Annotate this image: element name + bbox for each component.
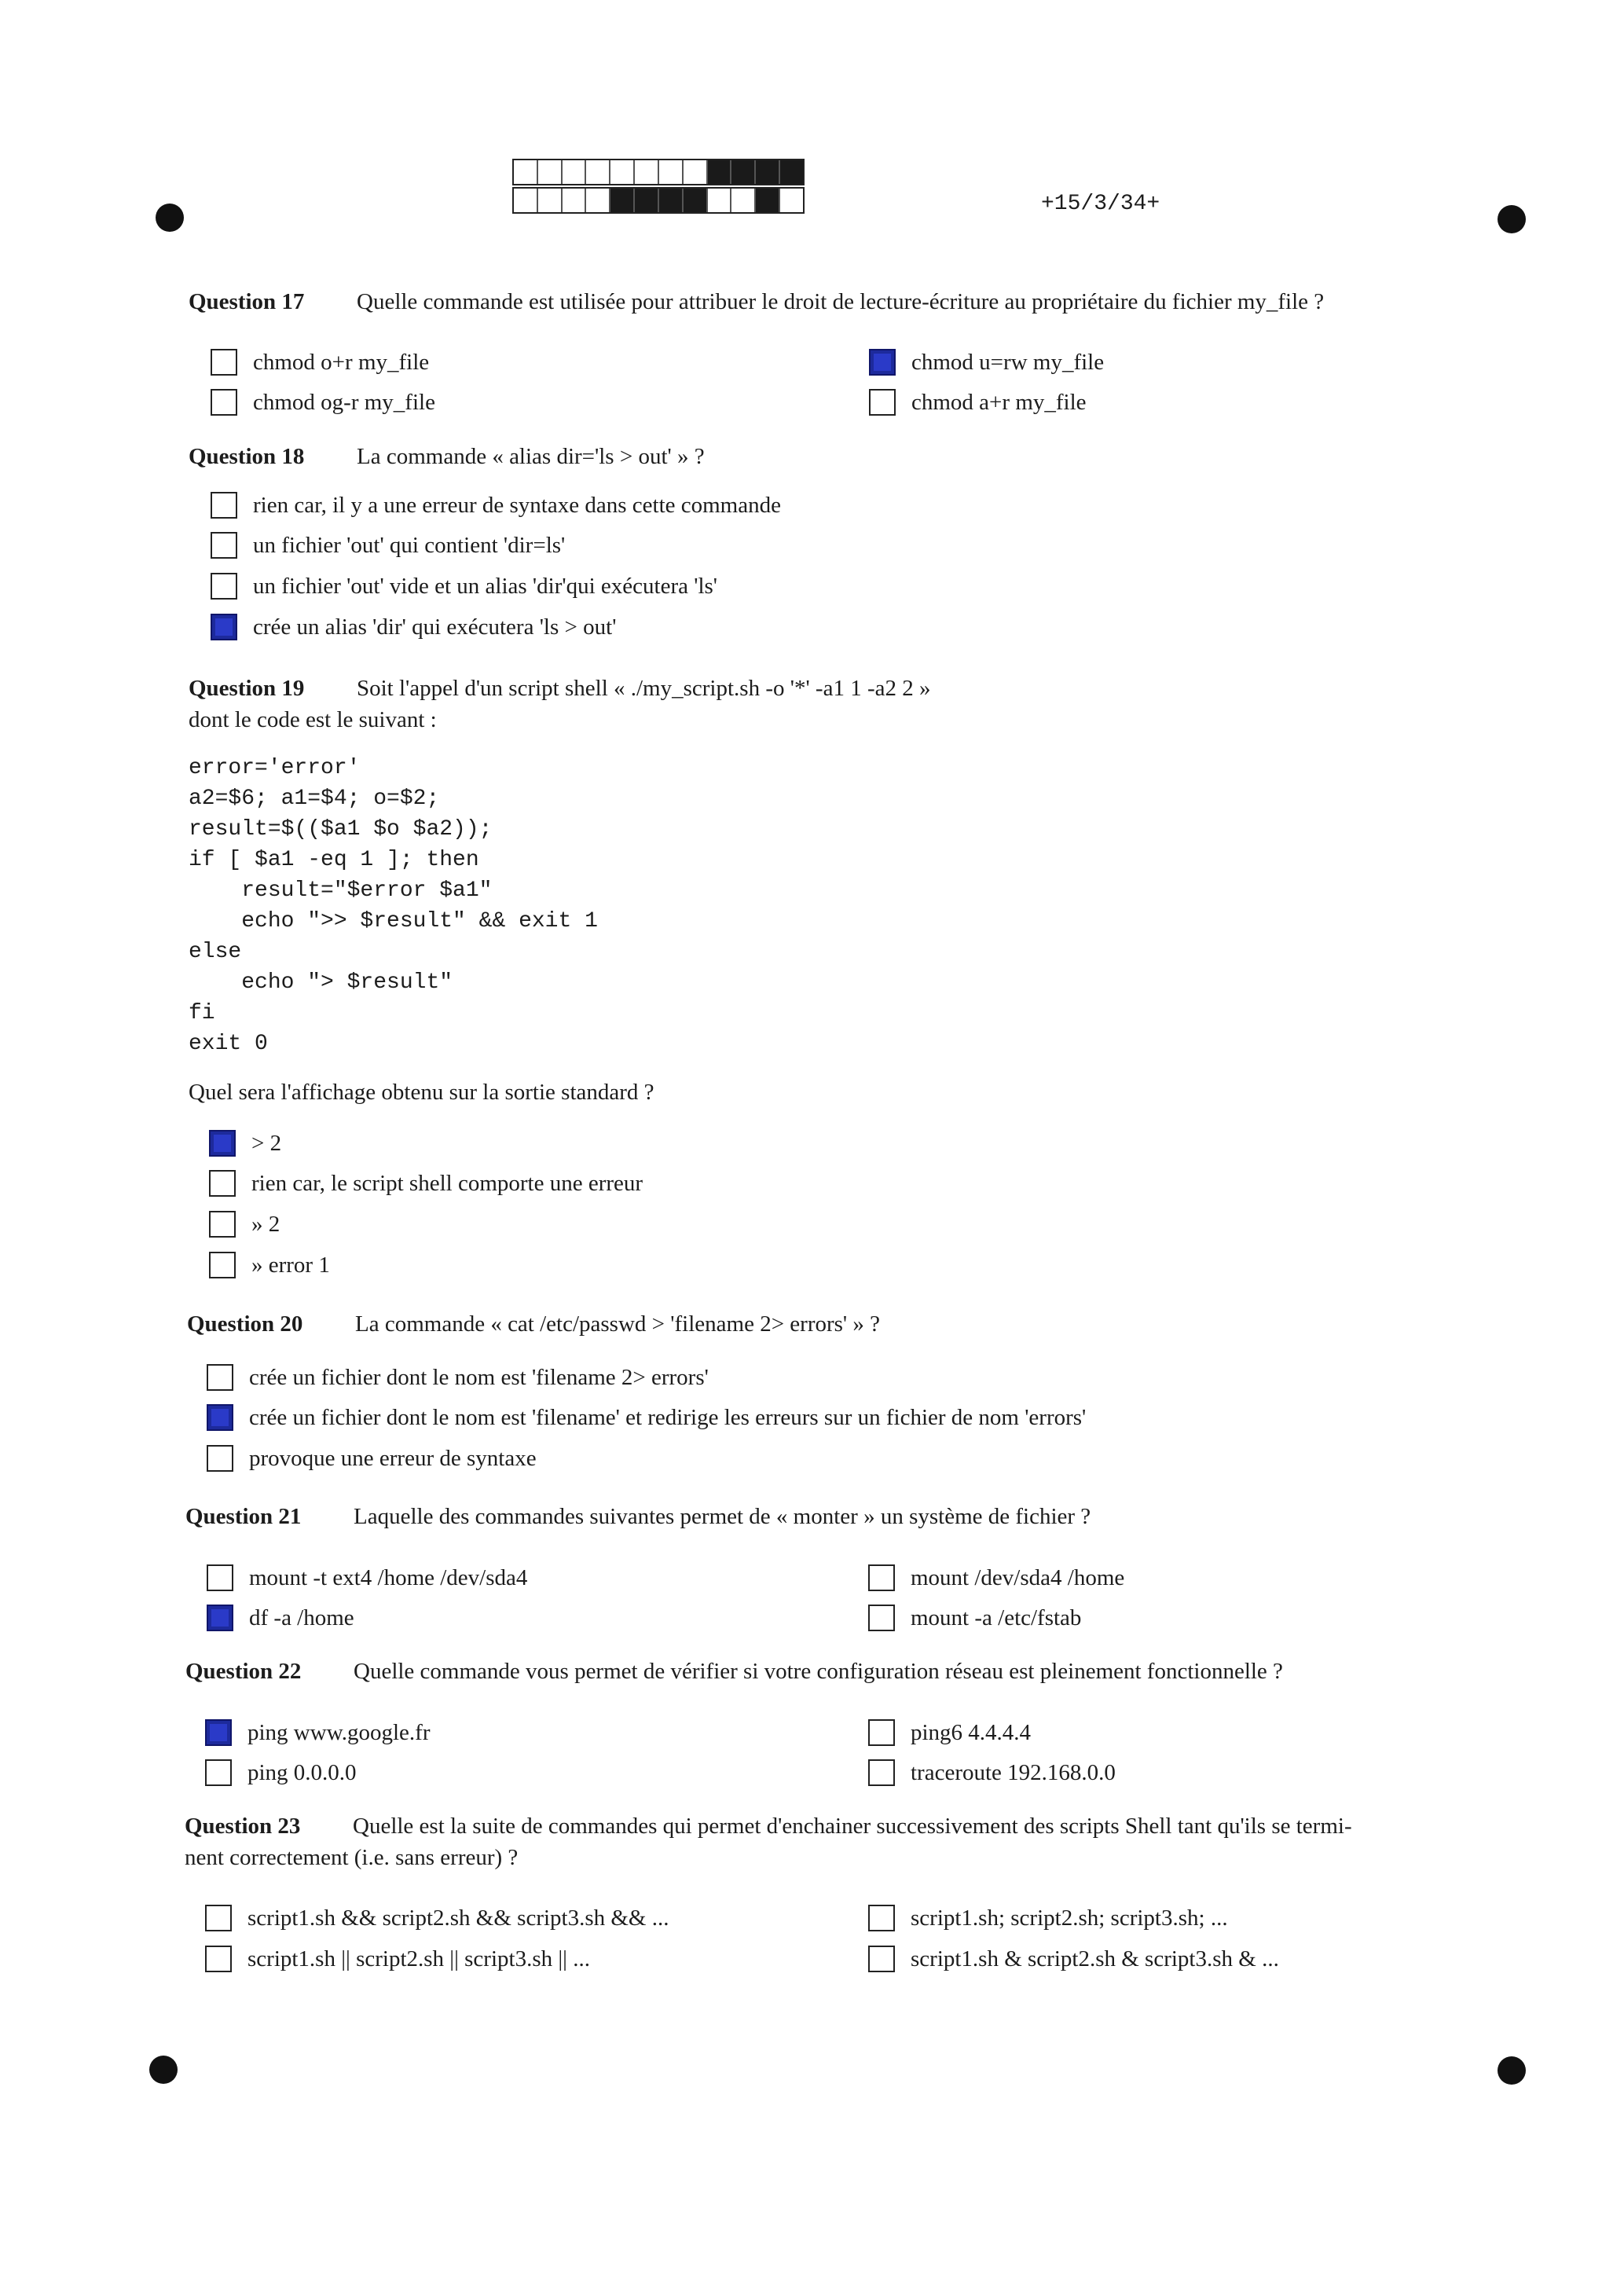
option-checkbox[interactable] [868, 1600, 1081, 1636]
checkbox-icon[interactable] [211, 389, 237, 416]
checkbox-icon[interactable] [211, 573, 237, 600]
question-text: Quelle est la suite de commandes qui permet d'enchainer successivement des scripts Shell tant qu'ils se termi- [353, 1814, 1352, 1839]
option-checkbox[interactable] [207, 1399, 1086, 1436]
option-label: crée un fichier dont le nom est 'filename' et redirige les erreurs sur un fichier de nom 'errors' [249, 1404, 1087, 1430]
checkbox-icon[interactable] [205, 1905, 232, 1931]
option-label: ping6 4.4.4.4 [911, 1719, 1032, 1745]
question-20 [187, 1308, 1476, 1340]
question-label: Question 21 [185, 1504, 302, 1529]
question-text: Soit l'appel d'un script shell « ./my_script.sh -o '*' -a1 1 -a2 2 » [357, 676, 931, 701]
question-text: Laquelle des commandes suivantes permet de « monter » un système de fichier ? [354, 1504, 1091, 1529]
option-label: chmod o+r my_file [253, 349, 430, 375]
option-label: script1.sh || script2.sh || script3.sh || ... [247, 1946, 590, 1971]
question-text: La commande « alias dir='ls > out' » ? [357, 444, 705, 469]
option-checkbox[interactable] [207, 1560, 527, 1596]
option-checkbox[interactable] [868, 1941, 1279, 1977]
checkbox-icon[interactable] [209, 1252, 236, 1278]
registration-dot-bottom-right [1498, 2056, 1526, 2085]
option-checkbox[interactable] [209, 1247, 330, 1283]
checkbox-icon[interactable] [207, 1364, 233, 1391]
checkbox-icon[interactable] [211, 532, 237, 559]
checkbox-icon[interactable] [211, 349, 237, 376]
checkbox-icon[interactable] [868, 1905, 895, 1931]
checkbox-icon[interactable] [209, 1211, 236, 1238]
question-17 [189, 286, 1477, 317]
checkbox-icon[interactable] [868, 1719, 895, 1746]
option-label: traceroute 192.168.0.0 [911, 1759, 1116, 1785]
registration-dot-bottom-left [149, 2056, 178, 2084]
sheet-id: +15/3/34+ [1041, 192, 1160, 216]
question-label: Question 23 [185, 1814, 301, 1839]
checked-checkbox-icon[interactable] [205, 1719, 232, 1746]
checked-checkbox-icon[interactable] [869, 349, 896, 376]
option-label: mount -a /etc/fstab [911, 1605, 1082, 1630]
checkbox-icon[interactable] [209, 1170, 236, 1197]
question-18 [189, 441, 1477, 472]
checkbox-icon[interactable] [868, 1605, 895, 1631]
option-checkbox[interactable] [209, 1206, 280, 1242]
checkbox-icon[interactable] [869, 389, 896, 416]
option-checkbox[interactable] [869, 344, 1104, 380]
checkbox-icon[interactable] [207, 1445, 233, 1472]
option-label: ping www.google.fr [247, 1719, 431, 1745]
option-label: rien car, le script shell comporte une erreur [251, 1170, 643, 1196]
checked-checkbox-icon[interactable] [207, 1605, 233, 1631]
checkbox-icon[interactable] [868, 1946, 895, 1972]
question-label: Question 20 [187, 1311, 303, 1337]
option-label: un fichier 'out' qui contient 'dir=ls' [253, 532, 566, 558]
question-prompt: Quel sera l'affichage obtenu sur la sortie standard ? [189, 1080, 654, 1105]
question-label: Question 19 [189, 676, 305, 701]
option-label: chmod a+r my_file [911, 389, 1087, 415]
option-label: crée un fichier dont le nom est 'filename 2> errors' [249, 1364, 709, 1390]
sheet-code-row-2 [512, 187, 805, 214]
sheet-code-row-1 [512, 159, 805, 185]
checkbox-icon[interactable] [211, 492, 237, 519]
question-label: Question 22 [185, 1659, 302, 1684]
checkbox-icon[interactable] [205, 1946, 232, 1972]
checked-checkbox-icon[interactable] [209, 1130, 236, 1157]
option-label: crée un alias 'dir' qui exécutera 'ls > out' [253, 614, 617, 640]
option-checkbox[interactable] [207, 1600, 354, 1636]
option-checkbox[interactable] [209, 1125, 281, 1161]
checkbox-icon[interactable] [868, 1759, 895, 1786]
checkbox-icon[interactable] [205, 1759, 232, 1786]
option-label: script1.sh && script2.sh && script3.sh && ... [247, 1905, 669, 1931]
code-block: error='error' a2=$6; a1=$4; o=$2; result=$(($a1 $o $a2)); if [ $a1 -eq 1 ]; then result="$error $a1" echo ">> $result" && exit 1 else echo "> $result" fi exit 0 [189, 756, 598, 1056]
question-19 [189, 673, 1477, 735]
checkbox-icon[interactable] [868, 1564, 895, 1591]
option-checkbox[interactable] [211, 527, 565, 563]
registration-dot-top-left [156, 204, 184, 232]
checked-checkbox-icon[interactable] [211, 614, 237, 640]
question-text-continued: dont le code est le suivant : [189, 707, 437, 732]
option-checkbox[interactable] [869, 384, 1087, 420]
option-label: chmod u=rw my_file [911, 349, 1105, 375]
option-checkbox[interactable] [211, 568, 717, 604]
option-checkbox[interactable] [205, 1900, 669, 1936]
option-label: rien car, il y a une erreur de syntaxe dans cette commande [253, 492, 781, 518]
option-checkbox[interactable] [207, 1359, 709, 1396]
option-label: mount /dev/sda4 /home [911, 1564, 1125, 1590]
option-checkbox[interactable] [211, 487, 781, 523]
question-text: Quelle commande vous permet de vérifier si votre configuration réseau est pleinement fonctionnelle ? [354, 1659, 1283, 1684]
option-label: df -a /home [249, 1605, 354, 1630]
option-label: script1.sh & script2.sh & script3.sh & ... [911, 1946, 1279, 1971]
question-23 [185, 1810, 1473, 1873]
registration-dot-top-right [1498, 205, 1526, 233]
option-checkbox[interactable] [211, 344, 429, 380]
question-text-continued: nent correctement (i.e. sans erreur) ? [185, 1845, 519, 1870]
question-22 [185, 1656, 1474, 1687]
option-checkbox[interactable] [205, 1755, 357, 1791]
option-checkbox[interactable] [868, 1715, 1031, 1751]
option-checkbox[interactable] [211, 384, 435, 420]
option-checkbox[interactable] [205, 1715, 431, 1751]
question-text: Quelle commande est utilisée pour attribuer le droit de lecture-écriture au propriétaire du fichier my_file ? [357, 289, 1325, 314]
option-label: mount -t ext4 /home /dev/sda4 [249, 1564, 528, 1590]
option-label: chmod og-r my_file [253, 389, 435, 415]
option-checkbox[interactable] [211, 609, 616, 645]
option-checkbox[interactable] [209, 1165, 643, 1201]
option-label: script1.sh; script2.sh; script3.sh; ... [911, 1905, 1228, 1931]
option-checkbox[interactable] [868, 1560, 1124, 1596]
option-checkbox[interactable] [205, 1941, 590, 1977]
option-label: > 2 [251, 1130, 282, 1156]
option-checkbox[interactable] [868, 1755, 1116, 1791]
option-label: un fichier 'out' vide et un alias 'dir'qui exécutera 'ls' [253, 573, 718, 599]
option-label: » error 1 [251, 1252, 330, 1278]
checked-checkbox-icon[interactable] [207, 1404, 233, 1431]
question-label: Question 18 [189, 444, 305, 469]
option-label: ping 0.0.0.0 [247, 1759, 357, 1785]
option-label: » 2 [251, 1211, 280, 1237]
question-21 [185, 1501, 1474, 1532]
question-label: Question 17 [189, 289, 305, 314]
question-text: La commande « cat /etc/passwd > 'filename 2> errors' » ? [355, 1311, 881, 1337]
option-checkbox[interactable] [868, 1900, 1228, 1936]
option-checkbox[interactable] [207, 1440, 537, 1476]
option-label: provoque une erreur de syntaxe [249, 1445, 537, 1471]
checkbox-icon[interactable] [207, 1564, 233, 1591]
